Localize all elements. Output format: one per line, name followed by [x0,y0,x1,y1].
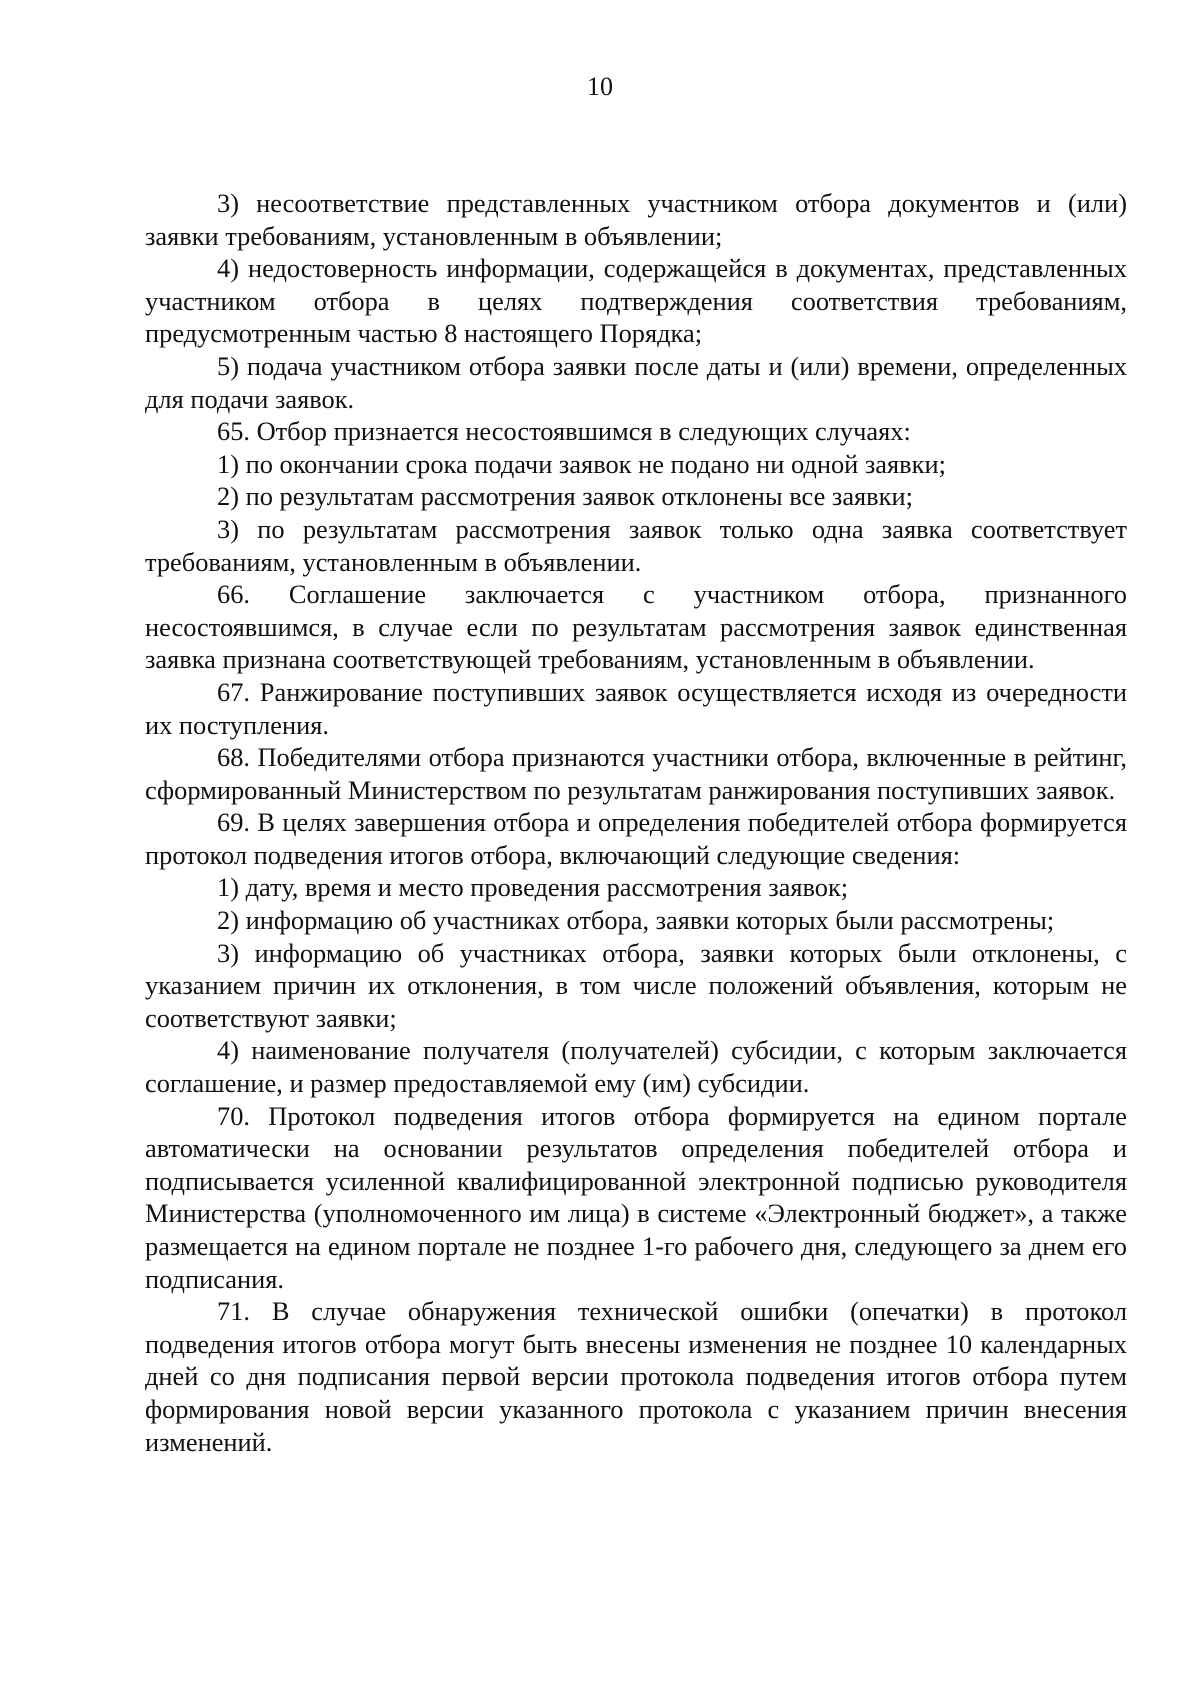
paragraph-section-70: 70. Протокол подведения итогов отбора формируется на едином портале автоматически на основании результатов определения победителей отбора и подписывается усиленной квалифицированной электронной подписью руководителя Министерства (уполномоченного им лица) в системе «Электронный бюджет», а также размещается на едином портале не позднее 1-го рабочего дня, следующего за днем его подписания. [145,1100,1127,1294]
paragraph-section-65: 65. Отбор признается несостоявшимся в следующих случаях: [217,416,911,447]
paragraph-section-69: 69. В целях завершения отбора и определения победителей отбора формируется протокол подведения итогов отбора, включающий следующие сведения: [145,807,1127,870]
document-body [145,187,1127,1458]
paragraph-section-71: 71. В случае обнаружения технической ошибки (опечатки) в протокол подведения итогов отбора могут быть внесены изменения не позднее 10 календарных дней со дня подписания первой версии протокола подведения итогов отбора путем формирования новой версии указанного протокола с указанием причин внесения изменений. [145,1296,1127,1457]
paragraph-section-69-item-4: 4) наименование получателя (получателей) субсидии, с которым заключается соглашение, и размер предоставляемой ему (им) субсидии. [145,1035,1127,1099]
page-number: 10 [587,72,613,101]
paragraph-section-65-item-1: 1) по окончании срока подачи заявок не подано ни одной заявки; [217,448,946,479]
paragraph-section-65-item-2: 2) по результатам рассмотрения заявок отклонены все заявки; [217,481,913,512]
paragraph-section-69-item-3: 3) информацию об участниках отбора, заявки которых были отклонены, с указанием причин их отклонения, в том числе положений объявления, которым не соответствуют заявки; [145,937,1127,1033]
paragraph-item-3: 3) несоответствие представленных участником отбора документов и (или) заявки требованиям, установленным в объявлении; [145,188,1127,251]
paragraph-item-4: 4) недостоверность информации, содержащейся в документах, представленных участником отбора в целях подтверждения соответствия требованиям, предусмотренным частью 8 настоящего Порядка; [145,253,1127,349]
paragraph-section-69-item-1: 1) дату, время и место проведения рассмотрения заявок; [217,872,849,903]
paragraph-section-68: 68. Победителями отбора признаются участники отбора, включенные в рейтинг, сформированный Министерством по результатам ранжирования поступивших заявок. [145,742,1127,805]
paragraph-item-5: 5) подача участником отбора заявки после даты и (или) времени, определенных для подачи заявок. [145,350,1127,414]
paragraph-section-69-item-2: 2) информацию об участниках отбора, заявки которых были рассмотрены; [217,905,1055,936]
paragraph-section-65-item-3: 3) по результатам рассмотрения заявок только одна заявка соответствует требованиям, установленным в объявлении. [145,513,1127,577]
paragraph-section-66: 66. Соглашение заключается с участником отбора, признанного несостоявшимся, в случае если по результатам рассмотрения заявок единственная заявка признана соответствующей требованиям, установленным в объявлении. [145,579,1127,675]
paragraph-section-67: 67. Ранжирование поступивших заявок осуществляется исходя из очередности их поступления. [145,676,1127,740]
